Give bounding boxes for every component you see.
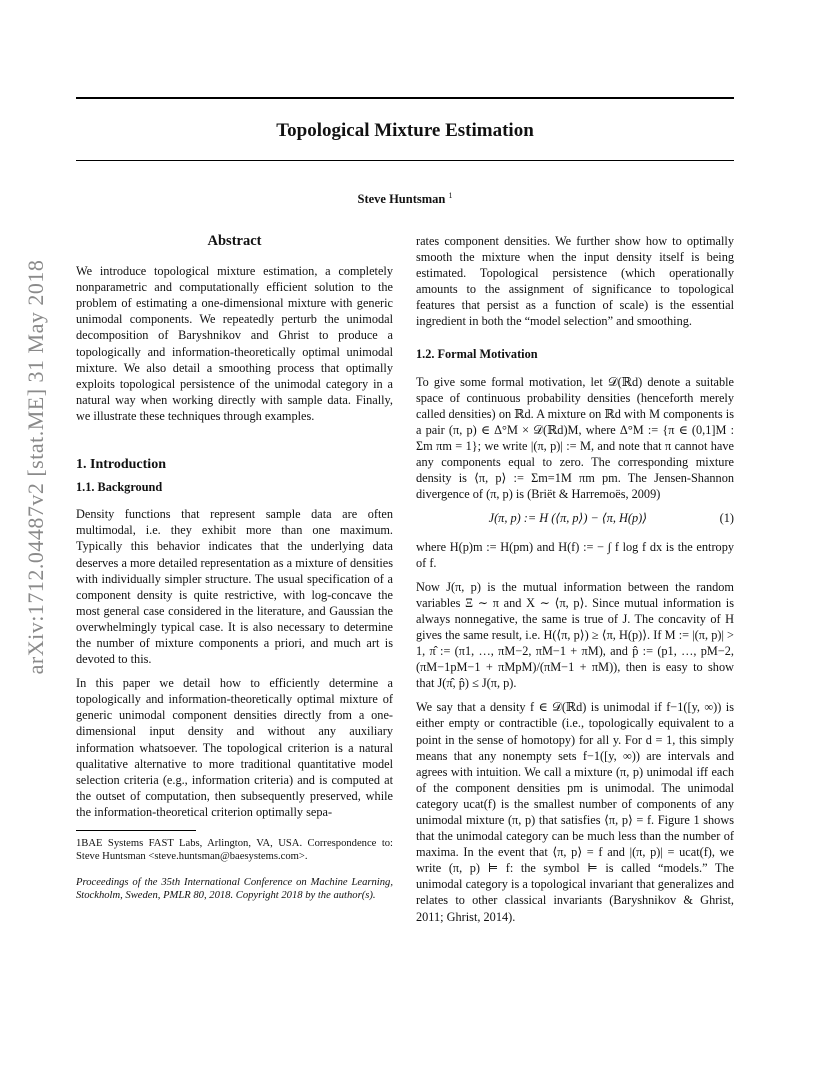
right-column xyxy=(416,233,734,933)
top-rule xyxy=(76,97,734,99)
author-affiliation-mark: 1 xyxy=(448,191,453,200)
equation-1-number: (1) xyxy=(719,511,734,526)
abstract-heading: Abstract xyxy=(207,233,262,249)
motivation-paragraph-3: Now J(π, p) is the mutual information between the random variables Ξ ∼ π and X ∼ ⟨π, p⟩. Since mutual information is always nonnegative, the same is true of J. The concavity of H gives the same result, i.e. H(⟨π, p⟩) ≥ ⟨π, H(p)⟩. If M := |(π, p)| > 1, π̂ := (π1, …, πM−2, πM−1 + πM), and p̂ := (p1, …, pM−2, (πM−1pM−1 + πMpM)/(πM−1 + πM)), then is easy to show that J(π̂, p̂) ≤ J(π, p). xyxy=(416,579,734,691)
formal-motivation-heading: 1.2. Formal Motivation xyxy=(416,346,538,361)
abstract-text: We introduce topological mixture estimation, a completely nonparametric and computationally efficient solution to the problem of estimating a one-dimensional mixture with generic unimodal components. We repeatedly perturb the unimodal decomposition of Baryshnikov and Ghrist to produce a topologically and information-theoretically optimal unimodal mixture. We also detail a smoothing process that optimally exploits topological persistence of the unimodal category in a natural way when working directly with sample data. Finally, we illustrate these techniques through examples. xyxy=(76,264,393,423)
title-rule xyxy=(76,160,734,161)
proceedings-note: Proceedings of the 35th International Conference on Machine Learning, Stockholm, Sweden, PMLR 80, 2018. Copyright 2018 by the author(s). xyxy=(76,876,393,902)
footnote-rule xyxy=(76,830,196,831)
intro-paragraph-1: Density functions that represent sample data are often multimodal, i.e. they exhibit more than one maximum. Typically this behavior indicates that the underlying data deserves a more detailed representation as a mixture of densities with individually simpler structure. The usual specification of a component density is quite restrictive, with log-concave the most general case considered in the literature, and Gaussian the overwhelmingly typical case. It is also necessary to determine the number of mixture components a priori, and much art is devoted to this. xyxy=(76,507,393,667)
author-name: Steve Huntsman xyxy=(357,192,446,207)
background-heading: 1.1. Background xyxy=(76,480,163,495)
introduction-heading: 1. Introduction xyxy=(76,457,166,473)
paper-title: Topological Mixture Estimation xyxy=(276,120,534,141)
intro-paragraph-2: In this paper we detail how to efficiently determine a topologically and information-theoretically optimal mixture of generic unimodal component densities directly from a one-dimensional input density and without any auxiliary information whatsoever. The topological criterion is a natural qualitative alternative to more traditional quantitative model selection criteria (e.g., information criteria) and is computed at the outset of computation, then subsequently preserved, while the information-theoretical criterion optimally sepa- xyxy=(76,676,393,819)
motivation-paragraph-4: We say that a density f ∈ 𝒟(ℝd) is unimodal if f−1([y, ∞)) is either empty or contractible (i.e., topologically equivalent to a point in the sense of homotopy) for all y. For d = 1, this simply means that any nonempty sets f−1([y, ∞)) are intervals and agrees with intuition. We call a mixture (π, p) unimodal iff each of the component densities pm is unimodal. The unimodal category ucat(f) is the smallest number of components of any unimodal mixture (π, p) that satisfies ⟨π, p⟩ = f. Figure 1 shows that the unimodal category can be much less than the number of maxima. In the event that ⟨π, p⟩ = f and |(π, p)| = ucat(f), we write (π, p) ⊨ f: the symbol ⊨ is called “models.” The unimodal category is a topological invariant that generalizes and relates to other classical invariants (Baryshnikov & Ghrist, 2011; Ghrist, 2014). xyxy=(416,700,734,924)
arxiv-stamp-text: arXiv:1712.04487v2 [stat.ME] 31 May 2018 xyxy=(23,259,48,675)
motivation-paragraph-2: where H(p)m := H(pm) and H(f) := − ∫ f log f dx is the entropy of f. xyxy=(416,539,734,570)
author-line xyxy=(76,191,734,207)
arxiv-stamp xyxy=(23,259,48,675)
equation-1-body: J(π, p) := H (⟨π, p⟩) − ⟨π, H(p)⟩ xyxy=(488,511,648,526)
affiliation-footnote: 1BAE Systems FAST Labs, Arlington, VA, USA. Correspondence to: Steve Huntsman <steve.huntsman@baesystems.com>. xyxy=(76,838,393,863)
left-column xyxy=(76,233,393,903)
intro-continuation: rates component densities. We further show how to optimally smooth the mixture when the input density itself is being estimated. Topological persistence (which operationally amounts to the assignment of significance to topological features that persist as a function of scale) is the essential ingredient in both the “model selection” and smoothing. xyxy=(416,234,734,329)
motivation-paragraph-1: To give some formal motivation, let 𝒟(ℝd) denote a suitable space of continuous probability densities (henceforth merely called densities) on ℝd. A mixture on ℝd with M components is a pair (π, p) ∈ Δ°M × 𝒟(ℝd)M, where Δ°M := {π ∈ (0,1]M : Σm πm = 1}; we write |(π, p)| := M, and note that π cannot have any components equal to zero. The corresponding mixture density is ⟨π, p⟩ := Σm=1M πm pm. The Jensen-Shannon divergence of (π, p) is (Briët & Harremoës, 2009) xyxy=(416,374,734,502)
equation-1 xyxy=(416,510,734,526)
